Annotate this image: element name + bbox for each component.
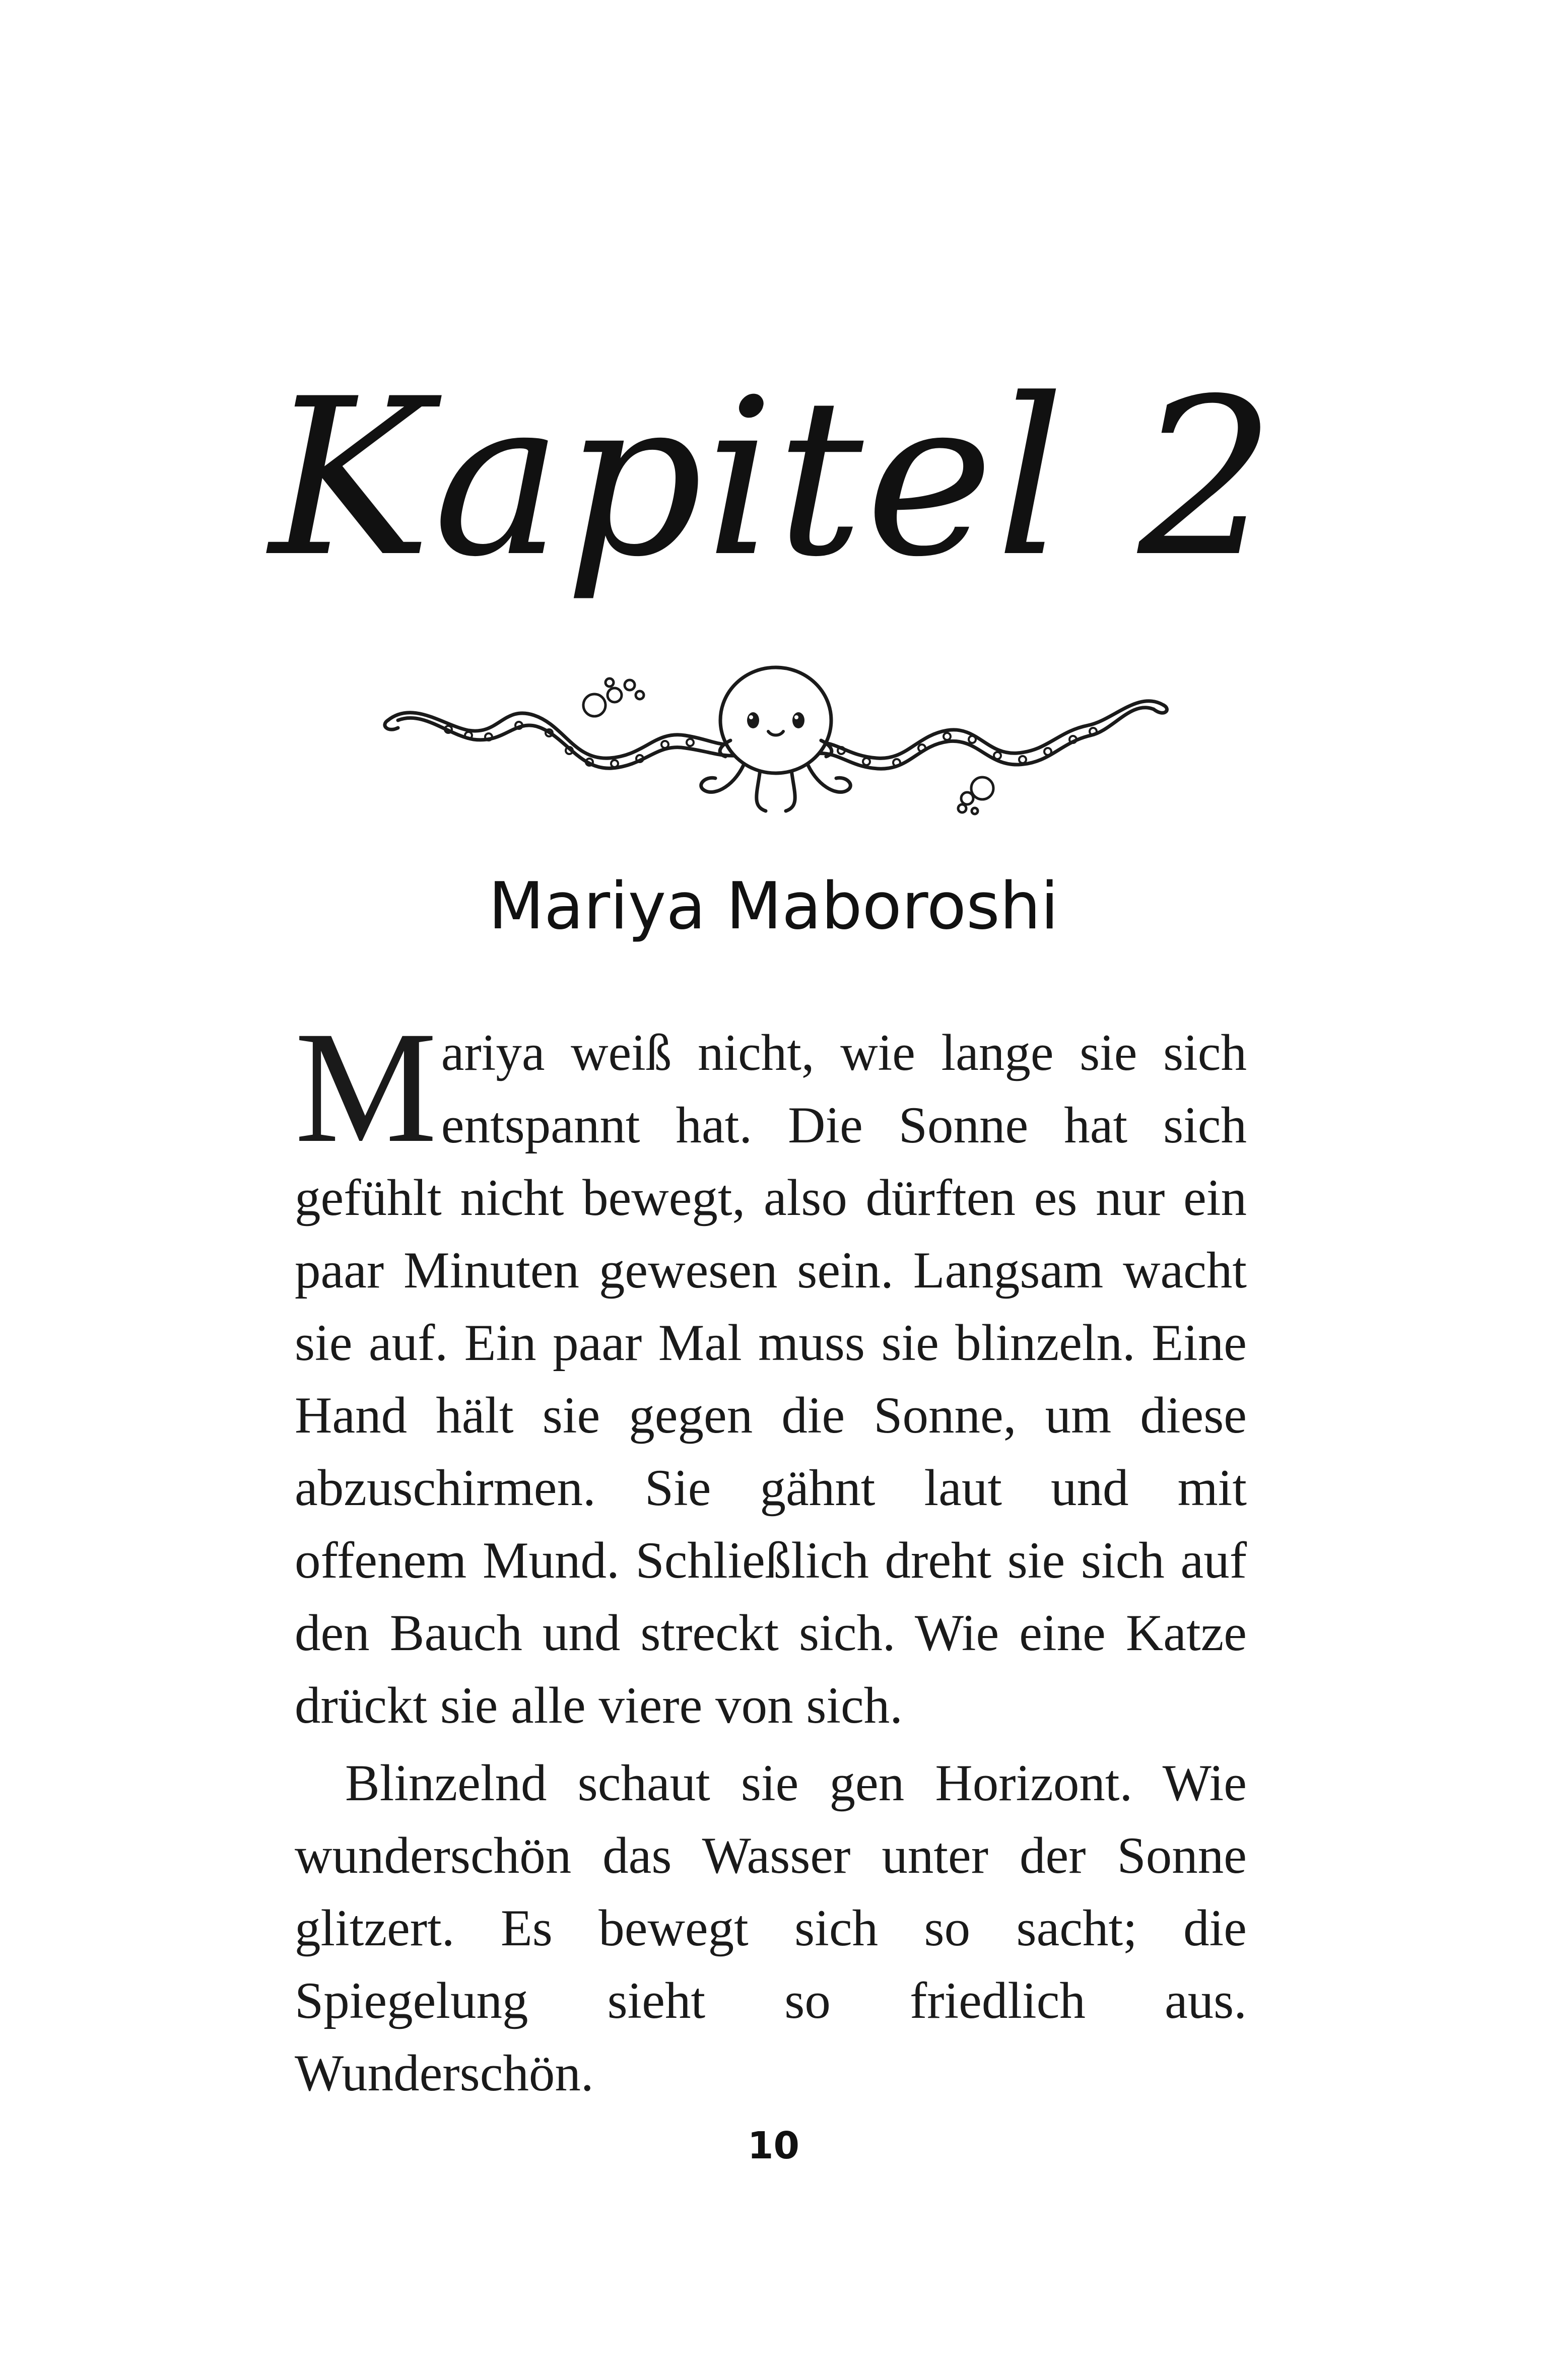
paragraph-1 [295,998,1247,1742]
author-name: Mariya Maboroshi [488,869,1059,944]
chapter-body [295,998,1247,2110]
octopus-divider-icon [383,645,1169,826]
paragraph-2: Blinzelnd schaut sie gen Horizont. Wie wunderschön das Wasser unter der Sonne glitzert. Es bewegt sich so sacht; die Spiegelung sieht so friedlich aus. Wunderschön. [295,1754,1247,2102]
drop-cap: M [295,998,437,1176]
chapter-title: Kapitel 2 [269,353,1278,604]
paragraph-1-text: ariya weiß nicht, wie lange sie sich entspannt hat. Die Sonne hat sich gefühlt nicht bewegt, also dürften es nur ein paar Minuten gewesen sein. Langsam wacht sie auf. Ein paar Mal muss sie blinzeln. Eine Hand hält sie gegen die Sonne, um diese abzuschirmen. Sie gähnt laut und mit offenem Mund. Schließlich dreht sie sich auf den Bauch und streckt sich. Wie eine Katze drückt sie alle viere von sich. [295,1024,1247,1734]
page-number: 10 [748,2124,799,2167]
